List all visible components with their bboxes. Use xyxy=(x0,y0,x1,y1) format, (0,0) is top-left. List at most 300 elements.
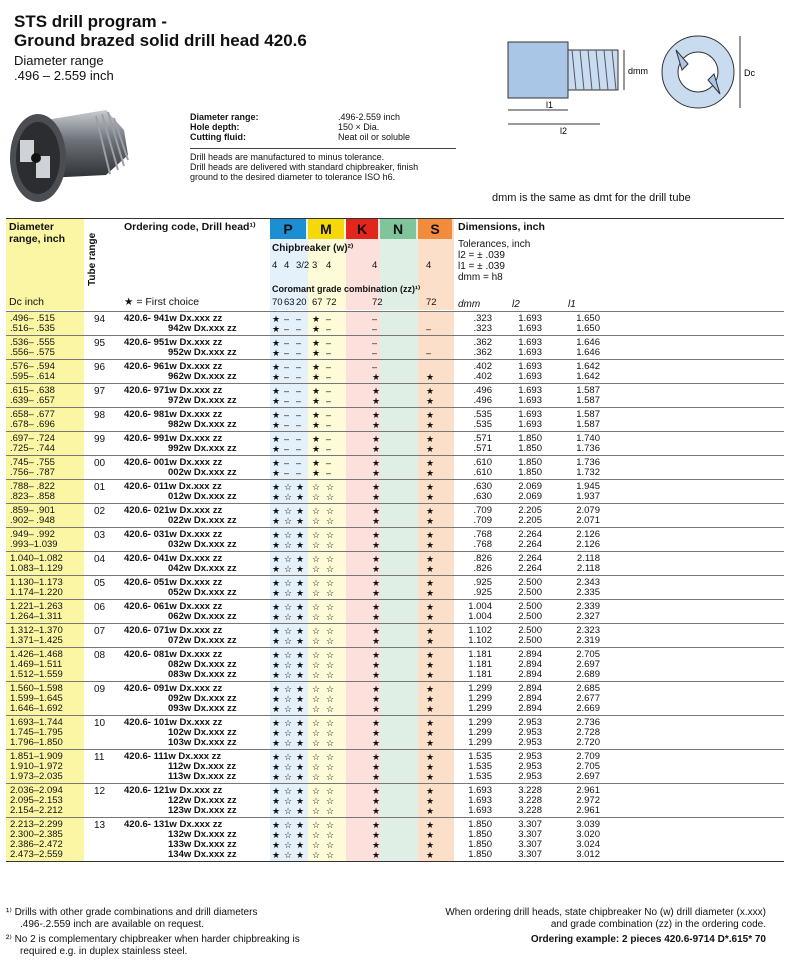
grade-mark: ☆ xyxy=(312,564,321,574)
grade-mark: ☆ xyxy=(284,506,293,516)
grade-mark: ★ xyxy=(372,728,381,738)
grade-mark: ☆ xyxy=(326,626,335,636)
diameter-range: 1.130–1.173 xyxy=(10,577,63,588)
grade-mark: ★ xyxy=(296,540,305,550)
grade-value: 63 xyxy=(284,297,295,308)
grade-mark: ★ xyxy=(426,386,435,396)
material-box-m: M xyxy=(308,219,344,239)
material-box-k: K xyxy=(346,219,378,239)
diameter-range: .576– .594 xyxy=(10,361,55,372)
grade-mark: ★ xyxy=(272,830,281,840)
grade-mark: ★ xyxy=(272,348,281,358)
tube-group xyxy=(6,455,784,480)
diameter-range: 1.560–1.598 xyxy=(10,683,63,694)
grade-mark: ☆ xyxy=(326,636,335,646)
dim-l1: 1.642 xyxy=(576,361,600,372)
ordering-code: 420.6- 081w Dx.xxx zz xyxy=(124,649,223,660)
dim-l2: 1.693 xyxy=(518,395,542,406)
grade-mark: – xyxy=(284,338,290,348)
dim-l2: 1.693 xyxy=(518,371,542,382)
ordering-code: 420.6- 011w Dx.xxx zz xyxy=(124,481,222,492)
dim-dm: .323 xyxy=(473,313,492,324)
range-label: Diameter range xyxy=(14,53,104,68)
grade-mark: ★ xyxy=(272,636,281,646)
grade-mark: ★ xyxy=(272,602,281,612)
grade-mark: ★ xyxy=(272,324,281,334)
dim-l1: 2.972 xyxy=(576,795,600,806)
ordering-code: 420.6- 961w Dx.xxx zz xyxy=(124,361,223,372)
tube-range-value: 13 xyxy=(94,820,106,831)
grade-mark: ★ xyxy=(272,612,281,622)
grade-mark: ☆ xyxy=(312,492,321,502)
grade-mark: ★ xyxy=(372,468,381,478)
tube-group xyxy=(6,335,784,360)
grade-mark: ☆ xyxy=(326,492,335,502)
grade-mark: – xyxy=(326,396,332,406)
tube-range-value: 99 xyxy=(94,434,106,445)
dim-l1: 2.720 xyxy=(576,737,600,748)
grade-mark: – xyxy=(296,324,302,334)
tube-group xyxy=(6,527,784,552)
grade-mark: ★ xyxy=(272,820,281,830)
grade-mark: – xyxy=(284,444,290,454)
grade-mark: ☆ xyxy=(326,564,335,574)
grade-mark: – xyxy=(296,314,302,324)
grade-mark: ☆ xyxy=(284,554,293,564)
grade-mark: ★ xyxy=(272,650,281,660)
grade-mark: ☆ xyxy=(312,738,321,748)
grade-mark: ★ xyxy=(272,468,281,478)
ordering-code: 052w Dx.xxx zz xyxy=(168,587,237,598)
grade-mark: ★ xyxy=(296,752,305,762)
grade-mark: ★ xyxy=(272,434,281,444)
grade-mark: ★ xyxy=(272,850,281,860)
grade-mark: ★ xyxy=(426,806,435,816)
dim-dm: .362 xyxy=(473,347,492,358)
header-tube-range: Tube range xyxy=(87,232,98,286)
grade-mark: ★ xyxy=(372,840,381,850)
dim-dm: 1.693 xyxy=(468,795,492,806)
dim-l2: 2.500 xyxy=(518,601,542,612)
grade-mark: – xyxy=(296,338,302,348)
grade-mark: ☆ xyxy=(284,806,293,816)
grade-mark: – xyxy=(284,324,290,334)
grade-mark: ★ xyxy=(372,530,381,540)
grade-mark: ★ xyxy=(312,338,321,348)
grade-mark: ★ xyxy=(296,728,305,738)
grade-mark: – xyxy=(284,362,290,372)
diameter-range: .993–1.039 xyxy=(10,539,58,550)
dim-l2: 1.693 xyxy=(518,385,542,396)
dim-dm: .630 xyxy=(473,491,492,502)
grade-mark: ☆ xyxy=(312,660,321,670)
ordering-code: 952w Dx.xxx zz xyxy=(168,347,237,358)
grade-mark: ☆ xyxy=(312,636,321,646)
ordering-code: 420.6- 051w Dx.xxx zz xyxy=(124,577,223,588)
grade-mark: ★ xyxy=(372,396,381,406)
ordering-code: 022w Dx.xxx zz xyxy=(168,515,237,526)
grade-mark: ☆ xyxy=(284,660,293,670)
grade-mark: ★ xyxy=(372,772,381,782)
grade-mark: ☆ xyxy=(312,830,321,840)
ordering-code: 420.6- 091w Dx.xxx zz xyxy=(124,683,223,694)
grade-mark: ★ xyxy=(372,506,381,516)
footnote-line: required e.g. in duplex stainless steel. xyxy=(20,946,188,957)
dim-dm: 1.850 xyxy=(468,839,492,850)
ordering-example: Ordering example: 2 pieces 420.6-9714 D*.615* 70 xyxy=(530,934,766,945)
dim-l1: 3.012 xyxy=(576,849,600,860)
chipbreaker-value: 3/2 xyxy=(296,260,310,271)
diameter-range: .788– .822 xyxy=(10,481,55,492)
grade-mark: ★ xyxy=(426,840,435,850)
dim-dm: .768 xyxy=(473,539,492,550)
dim-header-l1: l1 xyxy=(568,299,576,310)
footnote-2 xyxy=(6,934,300,958)
grade-mark: ☆ xyxy=(326,786,335,796)
dim-l2: 3.228 xyxy=(518,795,542,806)
grade-mark: ★ xyxy=(426,728,435,738)
grade-mark: ★ xyxy=(272,786,281,796)
diameter-range: .697– .724 xyxy=(10,433,55,444)
diameter-range: 1.851–1.909 xyxy=(10,751,63,762)
dim-l1: 1.937 xyxy=(576,491,600,502)
tube-range-value: 97 xyxy=(94,386,106,397)
diameter-range: 1.040–1.082 xyxy=(10,553,63,564)
grade-mark: ★ xyxy=(296,762,305,772)
grade-mark: ☆ xyxy=(312,554,321,564)
dim-dm: .709 xyxy=(473,515,492,526)
grade-mark: ★ xyxy=(426,752,435,762)
tube-range-value: 94 xyxy=(94,314,106,325)
grade-mark: ★ xyxy=(426,458,435,468)
grade-mark: ★ xyxy=(272,554,281,564)
diameter-range: 1.796–1.850 xyxy=(10,737,63,748)
grade-mark: ★ xyxy=(272,516,281,526)
diameter-range: .756– .787 xyxy=(10,467,55,478)
grade-mark: ★ xyxy=(372,704,381,714)
grade-mark: ★ xyxy=(426,516,435,526)
diameter-range: .536– .555 xyxy=(10,337,55,348)
dim-dm: 1.299 xyxy=(468,693,492,704)
grade-mark: ★ xyxy=(372,578,381,588)
dc-label: Dc inch xyxy=(9,296,45,308)
chipbreaker-label: Chipbreaker (w)²⁾ xyxy=(272,243,354,254)
dim-dm: 1.181 xyxy=(468,669,492,680)
grade-mark: ★ xyxy=(426,396,435,406)
dim-l2: 3.228 xyxy=(518,805,542,816)
diameter-range: .639– .657 xyxy=(10,395,55,406)
grade-mark: ★ xyxy=(296,820,305,830)
dim-l2: 3.228 xyxy=(518,785,542,796)
grade-mark: ☆ xyxy=(312,670,321,680)
diameter-range: .615– .638 xyxy=(10,385,55,396)
grade-mark: ★ xyxy=(296,588,305,598)
ordering-code: 083w Dx.xxx zz xyxy=(168,669,237,680)
grade-mark: ★ xyxy=(426,564,435,574)
dim-dm: 1.181 xyxy=(468,649,492,660)
ordering-code: 072w Dx.xxx zz xyxy=(168,635,237,646)
grade-mark: ★ xyxy=(426,468,435,478)
grade-mark: ★ xyxy=(372,444,381,454)
grade-mark: ★ xyxy=(426,578,435,588)
grade-mark: ★ xyxy=(372,670,381,680)
dim-dm: 1.850 xyxy=(468,829,492,840)
grade-mark: ☆ xyxy=(284,540,293,550)
grade-mark: ★ xyxy=(372,796,381,806)
grade-mark: ★ xyxy=(426,410,435,420)
grade-mark: ☆ xyxy=(284,530,293,540)
dim-l2: 1.693 xyxy=(518,419,542,430)
diameter-range: .949– .992 xyxy=(10,529,55,540)
tube-group xyxy=(6,647,784,682)
grade-mark: ★ xyxy=(296,530,305,540)
grade-mark: ★ xyxy=(426,612,435,622)
dim-dm: 1.299 xyxy=(468,703,492,714)
diameter-range: .725– .744 xyxy=(10,443,55,454)
grade-mark: ★ xyxy=(312,468,321,478)
grade-mark: ★ xyxy=(296,578,305,588)
dim-l2: 2.953 xyxy=(518,751,542,762)
grade-mark: ★ xyxy=(272,396,281,406)
dim-l1: 1.650 xyxy=(576,313,600,324)
grade-mark: ☆ xyxy=(284,482,293,492)
grade-mark: – xyxy=(372,324,378,334)
grade-mark: ☆ xyxy=(312,684,321,694)
dim-l2: 2.500 xyxy=(518,611,542,622)
grade-mark: ☆ xyxy=(284,772,293,782)
dim-dm: .402 xyxy=(473,361,492,372)
dim-l2: 2.264 xyxy=(518,563,542,574)
grade-mark: ★ xyxy=(372,660,381,670)
grade-mark: ☆ xyxy=(312,820,321,830)
spec-label: Hole depth: xyxy=(190,122,240,132)
grade-mark: ☆ xyxy=(326,482,335,492)
grade-mark: ★ xyxy=(426,554,435,564)
grade-mark: ☆ xyxy=(284,786,293,796)
dim-l1: 2.685 xyxy=(576,683,600,694)
header-dimensions: Dimensions, inch xyxy=(458,221,545,233)
tolerance-line: l1 = ± .039 xyxy=(458,261,505,272)
grade-mark: – xyxy=(296,348,302,358)
grade-mark: ★ xyxy=(296,626,305,636)
dim-dm: .535 xyxy=(473,419,492,430)
grade-mark: ☆ xyxy=(326,660,335,670)
dim-dm: 1.102 xyxy=(468,635,492,646)
grade-mark: ★ xyxy=(296,786,305,796)
grade-mark: ★ xyxy=(372,434,381,444)
grade-mark: ☆ xyxy=(326,762,335,772)
dim-l1: 1.642 xyxy=(576,371,600,382)
diameter-range: 2.154–2.212 xyxy=(10,805,63,816)
diameter-range: 1.221–1.263 xyxy=(10,601,63,612)
dim-l1: 1.587 xyxy=(576,395,600,406)
dim-l2: 2.953 xyxy=(518,737,542,748)
grade-mark: ★ xyxy=(296,492,305,502)
dim-dm: 1.181 xyxy=(468,659,492,670)
grade-mark: ★ xyxy=(426,830,435,840)
grade-mark: ★ xyxy=(372,386,381,396)
technical-drawing xyxy=(488,20,758,140)
dim-l1: 2.339 xyxy=(576,601,600,612)
grade-mark: ★ xyxy=(372,806,381,816)
grade-mark: ★ xyxy=(372,420,381,430)
ordering-code: 420.6- 111w Dx.xxx zz xyxy=(124,751,222,762)
ordering-code: 113w Dx.xxx zz xyxy=(168,771,237,782)
grade-mark: ★ xyxy=(272,482,281,492)
diameter-range: 1.599–1.645 xyxy=(10,693,63,704)
grade-mark: ★ xyxy=(272,772,281,782)
grade-mark: ☆ xyxy=(284,840,293,850)
grade-mark: ☆ xyxy=(284,492,293,502)
grade-mark: – xyxy=(284,348,290,358)
grade-mark: ☆ xyxy=(326,578,335,588)
grade-mark: ★ xyxy=(296,830,305,840)
grade-mark: ★ xyxy=(372,694,381,704)
grade-mark: ☆ xyxy=(312,762,321,772)
grade-mark: ★ xyxy=(312,420,321,430)
grade-mark: ☆ xyxy=(326,530,335,540)
dim-dm: 1.535 xyxy=(468,771,492,782)
note-line: ground to the desired diameter to tolerance ISO h6. xyxy=(190,172,396,182)
dim-l2: 3.307 xyxy=(518,839,542,850)
grade-mark: ☆ xyxy=(312,850,321,860)
grade-mark: ★ xyxy=(296,718,305,728)
dim-l2: 2.953 xyxy=(518,727,542,738)
grade-mark: ★ xyxy=(312,362,321,372)
grade-mark: ★ xyxy=(372,612,381,622)
grade-mark: ★ xyxy=(272,540,281,550)
grade-mark: ★ xyxy=(272,762,281,772)
ordering-code: 420.6- 121w Dx.xxx zz xyxy=(124,785,223,796)
grade-mark: – xyxy=(296,468,302,478)
dim-l2: 1.850 xyxy=(518,443,542,454)
grade-mark: ★ xyxy=(312,458,321,468)
ordering-code: 132w Dx.xxx zz xyxy=(168,829,237,840)
dim-l1: 3.039 xyxy=(576,819,600,830)
grade-mark: ★ xyxy=(372,564,381,574)
note-line: Drill heads are delivered with standard chipbreaker, finish xyxy=(190,162,419,172)
dim-dm: .496 xyxy=(473,395,492,406)
grade-mark: ★ xyxy=(272,806,281,816)
dim-l2: 2.205 xyxy=(518,505,542,516)
dim-dm: 1.693 xyxy=(468,785,492,796)
grade-mark: – xyxy=(284,420,290,430)
diameter-range: 1.174–1.220 xyxy=(10,587,63,598)
diameter-range: 1.512–1.559 xyxy=(10,669,63,680)
tube-group xyxy=(6,623,784,648)
grade-mark: ☆ xyxy=(284,602,293,612)
diameter-range: 2.213–2.299 xyxy=(10,819,63,830)
dim-l2: 2.894 xyxy=(518,659,542,670)
dim-l2: 3.307 xyxy=(518,849,542,860)
grade-mark: ☆ xyxy=(284,670,293,680)
grade-mark: ☆ xyxy=(312,728,321,738)
grade-mark: ☆ xyxy=(284,612,293,622)
grade-mark: ★ xyxy=(272,564,281,574)
diameter-range: 1.371–1.425 xyxy=(10,635,63,646)
grade-mark: – xyxy=(326,420,332,430)
grade-mark: ★ xyxy=(296,612,305,622)
grade-mark: ★ xyxy=(296,602,305,612)
grade-mark: ★ xyxy=(372,752,381,762)
grade-mark: ★ xyxy=(272,626,281,636)
grade-mark: ★ xyxy=(372,410,381,420)
grade-mark: ★ xyxy=(272,338,281,348)
dim-l1: 2.961 xyxy=(576,785,600,796)
grade-mark: – xyxy=(284,314,290,324)
dim-l1: 2.118 xyxy=(576,563,600,574)
grade-mark: – xyxy=(296,458,302,468)
ordering-line: When ordering drill heads, state chipbreaker No (w) drill diameter (x.xxx) xyxy=(445,907,766,918)
grade-mark: ★ xyxy=(272,718,281,728)
grade-mark: ★ xyxy=(312,372,321,382)
tube-range-value: 03 xyxy=(94,530,106,541)
dim-l2: 1.850 xyxy=(518,467,542,478)
dim-l2-label: l2 xyxy=(560,126,568,136)
grade-mark: – xyxy=(326,348,332,358)
grade-mark: ★ xyxy=(296,660,305,670)
dim-l2: 1.693 xyxy=(518,347,542,358)
material-box-n: N xyxy=(380,219,416,239)
grade-mark: ☆ xyxy=(326,602,335,612)
grade-mark: ★ xyxy=(272,728,281,738)
ordering-code: 092w Dx.xxx zz xyxy=(168,693,237,704)
tube-range-value: 96 xyxy=(94,362,106,373)
ordering-code: 062w Dx.xxx zz xyxy=(168,611,237,622)
grade-mark: – xyxy=(326,338,332,348)
grade-value: 20 xyxy=(296,297,307,308)
ordering-code: 420.6- 031w Dx.xxx zz xyxy=(124,529,223,540)
dim-l1: 1.587 xyxy=(576,385,600,396)
diameter-range: 1.083–1.129 xyxy=(10,563,63,574)
grade-mark: – xyxy=(284,372,290,382)
dim-l2: 2.894 xyxy=(518,693,542,704)
grade-mark: ☆ xyxy=(326,670,335,680)
grade-mark: ★ xyxy=(272,752,281,762)
dim-l2: 2.069 xyxy=(518,481,542,492)
dim-l1: 2.071 xyxy=(576,515,600,526)
dim-l1: 2.669 xyxy=(576,703,600,714)
grade-mark: ☆ xyxy=(284,516,293,526)
dim-l1: 2.697 xyxy=(576,771,600,782)
footnote-line: ¹⁾ Drills with other grade combinations and drill diameters xyxy=(6,907,258,918)
grade-mark: ☆ xyxy=(326,650,335,660)
dim-l2: 3.307 xyxy=(518,819,542,830)
grade-mark: ★ xyxy=(296,564,305,574)
grade-mark: ☆ xyxy=(312,796,321,806)
grade-mark: ★ xyxy=(426,718,435,728)
grade-mark: – xyxy=(284,386,290,396)
grade-mark: ★ xyxy=(426,506,435,516)
grade-mark: ★ xyxy=(272,738,281,748)
grade-mark: ☆ xyxy=(326,506,335,516)
spec-value: .496-2.559 inch xyxy=(338,112,401,122)
ordering-code: 122w Dx.xxx zz xyxy=(168,795,237,806)
footnote-1 xyxy=(6,907,257,931)
grade-value: 72 xyxy=(372,297,383,308)
dim-dm: 1.299 xyxy=(468,683,492,694)
tube-group xyxy=(6,749,784,784)
grade-mark: ★ xyxy=(272,796,281,806)
dim-l1: 1.740 xyxy=(576,433,600,444)
dim-l1: 2.327 xyxy=(576,611,600,622)
grade-mark: – xyxy=(296,434,302,444)
grade-mark: ★ xyxy=(372,762,381,772)
dim-l1: 2.118 xyxy=(576,553,600,564)
grade-mark: – xyxy=(296,372,302,382)
grade-mark: ☆ xyxy=(284,578,293,588)
grade-mark: ★ xyxy=(296,772,305,782)
